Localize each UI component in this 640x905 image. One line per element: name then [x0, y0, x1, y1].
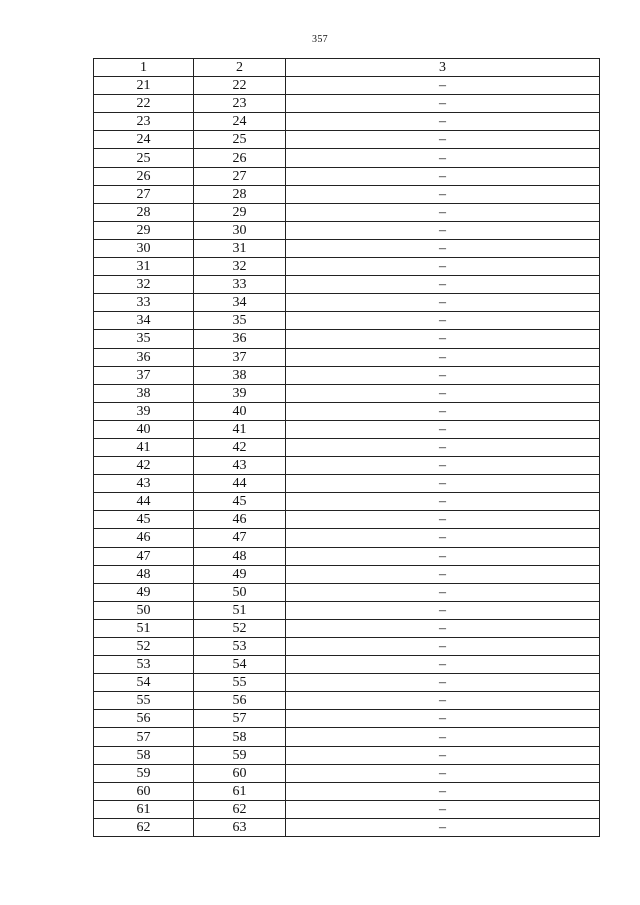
table-cell-col-1: 58: [94, 746, 194, 764]
table-cell-col-3: –: [286, 294, 600, 312]
table-cell-col-1: 53: [94, 656, 194, 674]
table-row: [94, 692, 600, 710]
table-cell-col-3: –: [286, 402, 600, 420]
table-cell-col-2: 23: [194, 95, 286, 113]
table-cell-col-3: –: [286, 95, 600, 113]
table-cell-col-3: –: [286, 384, 600, 402]
table-row: [94, 312, 600, 330]
table-row: [94, 818, 600, 836]
table-cell-col-1: 32: [94, 276, 194, 294]
table-cell-col-2: 38: [194, 366, 286, 384]
table-cell-col-1: 43: [94, 475, 194, 493]
table-cell-col-3: –: [286, 457, 600, 475]
table-cell-col-2: 31: [194, 239, 286, 257]
table-cell-col-3: –: [286, 113, 600, 131]
table-cell-col-2: 48: [194, 547, 286, 565]
table-cell-col-2: 54: [194, 656, 286, 674]
table-cell-col-3: –: [286, 276, 600, 294]
table-cell-col-2: 49: [194, 565, 286, 583]
table-cell-col-1: 60: [94, 782, 194, 800]
table-cell-col-1: 21: [94, 77, 194, 95]
table-cell-col-2: 35: [194, 312, 286, 330]
table-cell-col-3: –: [286, 710, 600, 728]
table-cell-col-1: 46: [94, 529, 194, 547]
table-cell-col-2: 59: [194, 746, 286, 764]
table-row: [94, 728, 600, 746]
table-row: [94, 348, 600, 366]
table-cell-col-1: 35: [94, 330, 194, 348]
table-cell-col-2: 39: [194, 384, 286, 402]
table-cell-col-3: –: [286, 258, 600, 276]
table-cell-col-3: –: [286, 601, 600, 619]
column-header-2: 2: [194, 59, 286, 77]
table-cell-col-1: 50: [94, 601, 194, 619]
table-cell-col-1: 31: [94, 258, 194, 276]
table-cell-col-3: –: [286, 438, 600, 456]
table-cell-col-1: 38: [94, 384, 194, 402]
table-cell-col-2: 60: [194, 764, 286, 782]
table-cell-col-1: 25: [94, 149, 194, 167]
table-row: [94, 529, 600, 547]
table-cell-col-2: 34: [194, 294, 286, 312]
table-row: [94, 746, 600, 764]
table-cell-col-1: 26: [94, 167, 194, 185]
table-row: [94, 384, 600, 402]
table-cell-col-3: –: [286, 583, 600, 601]
table-cell-col-1: 40: [94, 420, 194, 438]
table-cell-col-2: 25: [194, 131, 286, 149]
table-row: [94, 221, 600, 239]
table-row: [94, 674, 600, 692]
table-cell-col-3: –: [286, 420, 600, 438]
table-cell-col-3: –: [286, 77, 600, 95]
table-cell-col-1: 59: [94, 764, 194, 782]
table-cell-col-2: 47: [194, 529, 286, 547]
table-cell-col-1: 34: [94, 312, 194, 330]
table-row: [94, 276, 600, 294]
page-number: 357: [312, 34, 328, 45]
table-row: [94, 185, 600, 203]
table-cell-col-2: 63: [194, 818, 286, 836]
table-row: [94, 638, 600, 656]
table-cell-col-3: –: [286, 529, 600, 547]
table-cell-col-3: –: [286, 493, 600, 511]
table-cell-col-1: 47: [94, 547, 194, 565]
table-row: [94, 511, 600, 529]
table-cell-col-1: 51: [94, 619, 194, 637]
table-cell-col-1: 57: [94, 728, 194, 746]
table-cell-col-1: 49: [94, 583, 194, 601]
column-header-3: 3: [286, 59, 600, 77]
data-table: [93, 58, 600, 837]
table-cell-col-2: 52: [194, 619, 286, 637]
table-row: [94, 366, 600, 384]
table-cell-col-3: –: [286, 366, 600, 384]
table-cell-col-2: 40: [194, 402, 286, 420]
table-cell-col-3: –: [286, 782, 600, 800]
table-cell-col-3: –: [286, 547, 600, 565]
table-cell-col-2: 57: [194, 710, 286, 728]
table-row: [94, 239, 600, 257]
table-cell-col-3: –: [286, 746, 600, 764]
table-cell-col-1: 52: [94, 638, 194, 656]
table-cell-col-2: 36: [194, 330, 286, 348]
table-cell-col-2: 56: [194, 692, 286, 710]
table-cell-col-3: –: [286, 800, 600, 818]
table-row: [94, 402, 600, 420]
table-cell-col-2: 28: [194, 185, 286, 203]
table-row: [94, 656, 600, 674]
table-cell-col-1: 44: [94, 493, 194, 511]
table-cell-col-1: 39: [94, 402, 194, 420]
table-cell-col-3: –: [286, 565, 600, 583]
column-header-1: 1: [94, 59, 194, 77]
table-row: [94, 167, 600, 185]
table-cell-col-1: 55: [94, 692, 194, 710]
header-row: [94, 59, 600, 77]
table-cell-col-1: 56: [94, 710, 194, 728]
table-cell-col-2: 61: [194, 782, 286, 800]
table-cell-col-3: –: [286, 348, 600, 366]
table-cell-col-3: –: [286, 511, 600, 529]
table-header: [94, 59, 600, 77]
table-row: [94, 258, 600, 276]
table-row: [94, 457, 600, 475]
table-row: [94, 294, 600, 312]
table-cell-col-1: 48: [94, 565, 194, 583]
table-cell-col-3: –: [286, 619, 600, 637]
table-row: [94, 420, 600, 438]
table-cell-col-1: 30: [94, 239, 194, 257]
table-cell-col-2: 50: [194, 583, 286, 601]
table-row: [94, 601, 600, 619]
table-cell-col-1: 42: [94, 457, 194, 475]
table-cell-col-2: 33: [194, 276, 286, 294]
table-cell-col-3: –: [286, 312, 600, 330]
table-cell-col-3: –: [286, 638, 600, 656]
table-cell-col-2: 32: [194, 258, 286, 276]
table-cell-col-3: –: [286, 330, 600, 348]
table-cell-col-3: –: [286, 764, 600, 782]
table-cell-col-2: 55: [194, 674, 286, 692]
table-cell-col-3: –: [286, 475, 600, 493]
table-cell-col-2: 37: [194, 348, 286, 366]
table-cell-col-3: –: [286, 149, 600, 167]
table-cell-col-3: –: [286, 203, 600, 221]
table-cell-col-1: 29: [94, 221, 194, 239]
table-row: [94, 493, 600, 511]
table-row: [94, 619, 600, 637]
table-cell-col-3: –: [286, 674, 600, 692]
table-cell-col-3: –: [286, 692, 600, 710]
table-cell-col-2: 29: [194, 203, 286, 221]
table-row: [94, 547, 600, 565]
table-cell-col-3: –: [286, 131, 600, 149]
table-cell-col-1: 54: [94, 674, 194, 692]
table-cell-col-2: 24: [194, 113, 286, 131]
table-cell-col-3: –: [286, 239, 600, 257]
table-row: [94, 764, 600, 782]
table-cell-col-1: 28: [94, 203, 194, 221]
table-cell-col-1: 41: [94, 438, 194, 456]
table-cell-col-2: 22: [194, 77, 286, 95]
table-cell-col-3: –: [286, 818, 600, 836]
table-cell-col-3: –: [286, 167, 600, 185]
table-cell-col-1: 22: [94, 95, 194, 113]
table-cell-col-2: 26: [194, 149, 286, 167]
table-cell-col-2: 44: [194, 475, 286, 493]
table-row: [94, 113, 600, 131]
table-cell-col-3: –: [286, 656, 600, 674]
table-row: [94, 330, 600, 348]
table-row: [94, 800, 600, 818]
table-row: [94, 438, 600, 456]
table-row: [94, 583, 600, 601]
table-cell-col-2: 46: [194, 511, 286, 529]
table-cell-col-1: 24: [94, 131, 194, 149]
table-cell-col-1: 37: [94, 366, 194, 384]
table-cell-col-2: 51: [194, 601, 286, 619]
table-cell-col-1: 23: [94, 113, 194, 131]
table-row: [94, 77, 600, 95]
table-cell-col-2: 62: [194, 800, 286, 818]
table-cell-col-2: 27: [194, 167, 286, 185]
table-row: [94, 203, 600, 221]
table-cell-col-3: –: [286, 221, 600, 239]
table-cell-col-1: 62: [94, 818, 194, 836]
table-cell-col-2: 58: [194, 728, 286, 746]
table-row: [94, 475, 600, 493]
table-cell-col-2: 45: [194, 493, 286, 511]
table-body: [94, 77, 600, 837]
table-row: [94, 131, 600, 149]
table-cell-col-3: –: [286, 185, 600, 203]
table-row: [94, 149, 600, 167]
table-cell-col-1: 27: [94, 185, 194, 203]
table-cell-col-1: 36: [94, 348, 194, 366]
table-cell-col-1: 61: [94, 800, 194, 818]
table-cell-col-2: 43: [194, 457, 286, 475]
table-row: [94, 782, 600, 800]
table-row: [94, 710, 600, 728]
table-cell-col-1: 45: [94, 511, 194, 529]
table-row: [94, 95, 600, 113]
table-cell-col-3: –: [286, 728, 600, 746]
table-cell-col-2: 41: [194, 420, 286, 438]
table-cell-col-2: 53: [194, 638, 286, 656]
table-row: [94, 565, 600, 583]
table-cell-col-2: 42: [194, 438, 286, 456]
table-cell-col-2: 30: [194, 221, 286, 239]
table-cell-col-1: 33: [94, 294, 194, 312]
